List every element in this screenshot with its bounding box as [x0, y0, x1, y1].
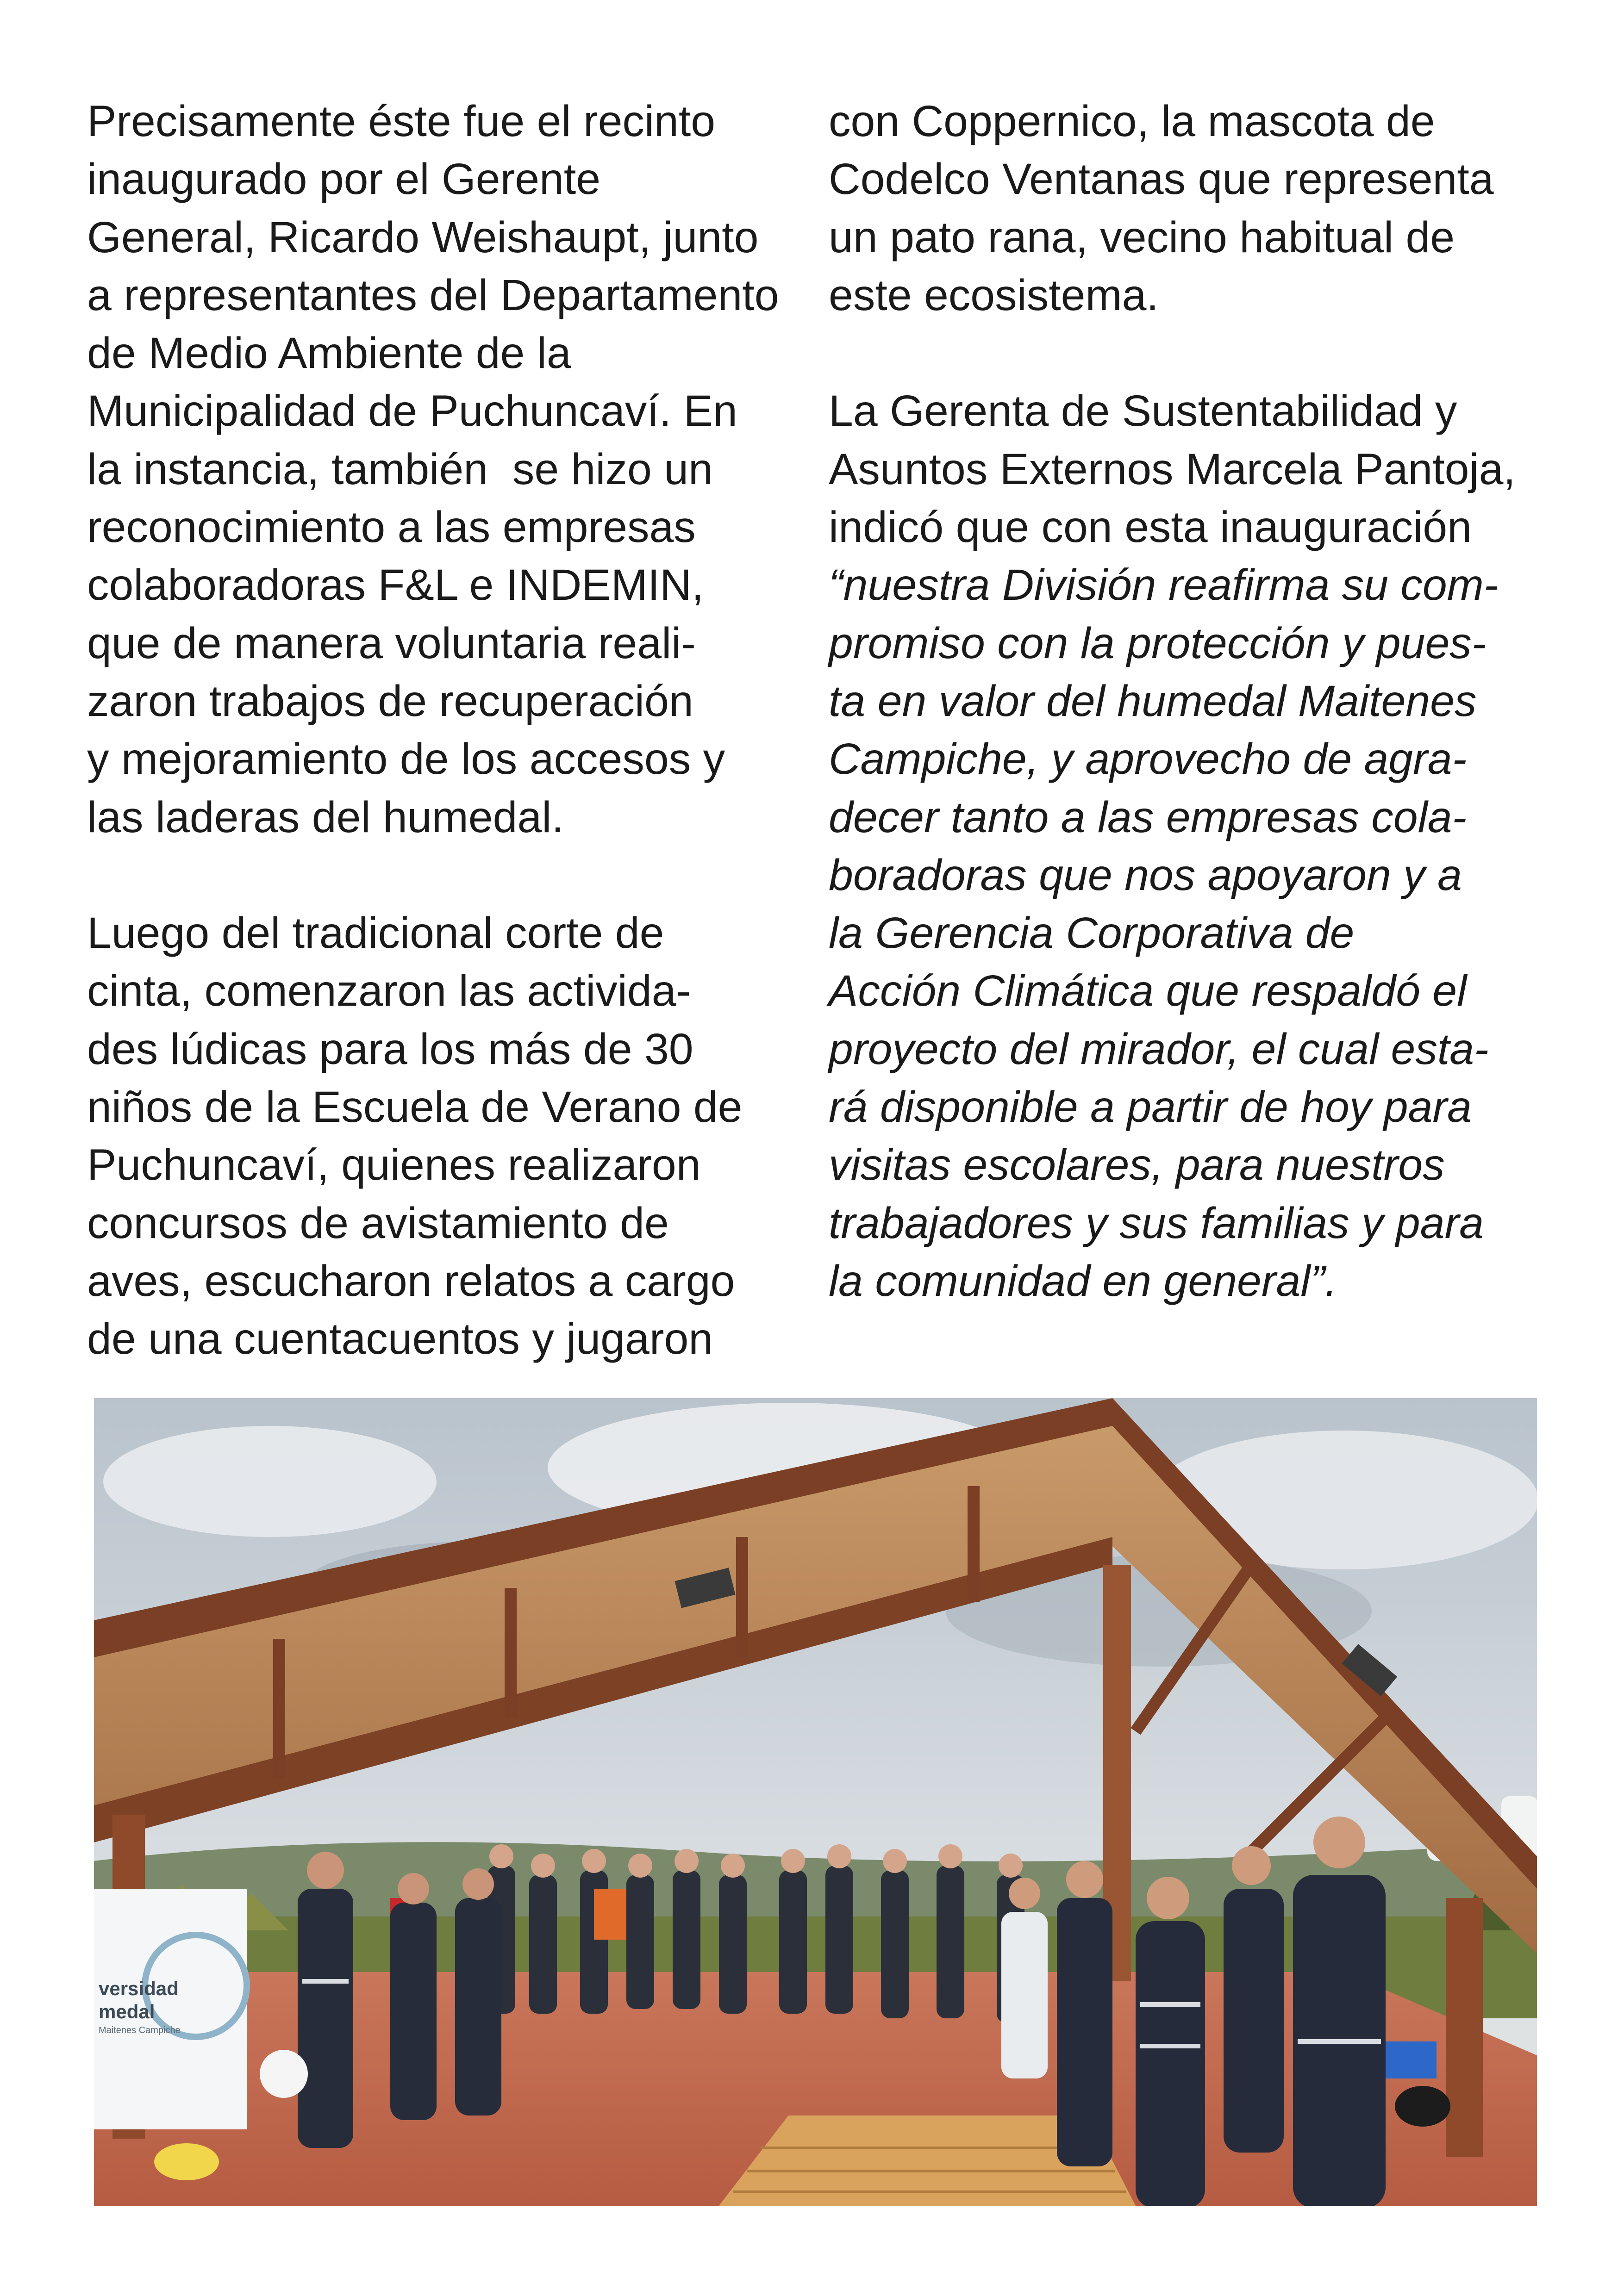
text-line: General, Ricardo Weishaupt, junto — [87, 212, 759, 262]
quote-line: boradoras que nos apoyaron y a — [829, 850, 1462, 900]
quote-line: decer tanto a las empresas cola- — [829, 792, 1467, 842]
blue-folder — [1386, 2041, 1437, 2078]
text-line: Codelco Ventanas que representa — [829, 155, 1494, 204]
quote-line: Campiche, y aprovecho de agra- — [829, 734, 1467, 784]
text-line: La Gerenta de Sustentabilidad y — [829, 386, 1457, 436]
banner-text: versidad — [99, 1978, 179, 1999]
quote-line: proyecto del mirador, el cual esta- — [829, 1024, 1489, 1074]
quote-line: rá disponible a partir de hoy para — [829, 1083, 1472, 1132]
paragraph-gap — [87, 846, 809, 904]
text-line: zaron trabajos de recuperación — [87, 676, 693, 726]
quote-line: trabajadores y sus familias y para — [829, 1198, 1484, 1248]
white-helmet — [260, 2050, 308, 2098]
text-line: la instancia, también se hizo un — [87, 444, 713, 494]
quote-line: visitas escolares, para nuestros — [829, 1140, 1445, 1190]
quote-line: promiso con la protección y pues- — [829, 618, 1487, 668]
text-line: Luego del tradicional corte de — [87, 908, 664, 958]
text-line: Precisamente éste fue el recinto — [87, 97, 716, 146]
cloud — [103, 1426, 437, 1537]
banner-subtitle: Maitenes Campiche — [99, 2025, 181, 2035]
text-line: a representantes del Departamento — [87, 270, 779, 320]
quote-line: ta en valor del humedal Maitenes — [829, 676, 1477, 726]
banner-text: medal — [99, 2001, 155, 2022]
text-line: Puchuncaví, quienes realizaron — [87, 1140, 701, 1190]
text-line: des lúdicas para los más de 30 — [87, 1024, 693, 1074]
text-line: indicó que con esta inauguración — [829, 503, 1472, 552]
quote-line: “nuestra División reafirma su com- — [829, 560, 1499, 610]
left-text-column — [87, 93, 809, 1369]
text-line: que de manera voluntaria reali- — [87, 618, 696, 668]
support-post — [1446, 1898, 1483, 2157]
quote-line: la Gerencia Corporativa de — [829, 908, 1355, 958]
photo-illustration — [94, 1398, 1537, 2206]
text-line: colaboradoras F&L e INDEMIN, — [87, 560, 704, 610]
text-line: Asuntos Externos Marcela Pantoja, — [829, 444, 1516, 494]
right-text-column — [829, 93, 1551, 1310]
text-line: cinta, comenzaron las activida- — [87, 966, 691, 1016]
text-line: niños de la Escuela de Verano de — [87, 1083, 743, 1132]
text-line: reconocimiento a las empresas — [87, 503, 696, 552]
helmet-held — [1395, 2086, 1450, 2127]
text-line: de Medio Ambiente de la — [87, 329, 571, 378]
group-photo — [94, 1398, 1537, 2206]
text-line: y mejoramiento de los accesos y — [87, 734, 725, 784]
text-line: un pato rana, vecino habitual de — [829, 212, 1455, 262]
text-line: inaugurado por el Gerente — [87, 155, 601, 204]
text-line: este ecosistema. — [829, 270, 1159, 320]
text-line: concursos de avistamiento de — [87, 1198, 669, 1248]
paragraph-gap — [829, 324, 1551, 382]
text-line: aves, escucharon relatos a cargo — [87, 1256, 735, 1306]
text-line: las laderas del humedal. — [87, 792, 564, 842]
text-line: de una cuentacuentos y jugaron — [87, 1314, 713, 1364]
quote-line: la comunidad en general”. — [829, 1256, 1337, 1306]
yellow-helmet — [154, 2143, 219, 2180]
text-line: con Coppernico, la mascota de — [829, 97, 1435, 146]
quote-line: Acción Climática que respaldó el — [829, 966, 1467, 1016]
text-line: Municipalidad de Puchuncaví. En — [87, 386, 737, 436]
